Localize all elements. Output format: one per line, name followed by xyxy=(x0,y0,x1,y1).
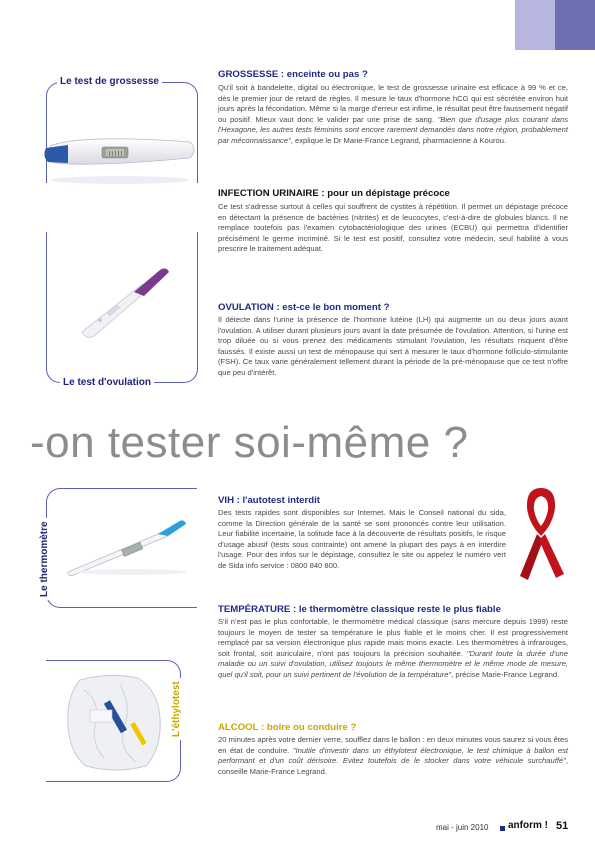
title-temperature: TEMPÉRATURE : le thermomètre classique reste le plus fiable xyxy=(218,604,501,615)
ovulation-test-image xyxy=(76,262,176,342)
card-label-ovulation: Le test d'ovulation xyxy=(60,377,154,388)
svg-text:|||||: ||||| xyxy=(108,151,124,157)
thermometer-image xyxy=(62,512,192,576)
title-vih: VIH : l'autotest interdit xyxy=(218,495,320,506)
text-grossesse: Qu'il soit à bandelette, digital ou électronique, le test de grossesse urinaire est efficace à 99 % et ce, dès le premier jour de retard de règles. Il mesure le taux d'hormone hCG qui est sécrétée environ huit jours après la fécondation. Même si la marge d'erreur est infime, le résultat peut être faussement négatif ou positif. Mieux vaut donc le valider par une prise de sang. "Bien que d'usage plus courant dans l'Hexagone, les autres tests féminins sont encore rarement demandés dans notre région, probablement par méconnaissance", explique le Dr Marie-France Legrand, pharmacienne à Kourou. xyxy=(218,83,568,145)
text-temperature: S'il n'est pas le plus confortable, le thermomètre médical classique (sans mercure depuis 1999) reste toujours le moyen de tester sa température le plus fiable et le moins cher. Il est progressivement remplacé par sa version électronique plus rapide mais moins exacte. Les thermomètres à infrarouges, soit frontal, soit auriculaire, n'ont pas toujours la précision souhaitée. "Durant toute la durée d'une maladie ou un suivi d'ovulation, utilisez toujours le même thermomètre et le même mode de mesure, quel qu'il soit, pour un suivi pertinent de l'évolution de la température", précise Marie-France Legrand. xyxy=(218,617,568,679)
title-grossesse: GROSSESSE : enceinte ou pas ? xyxy=(218,69,368,80)
title-ovulation: OVULATION : est-ce le bon moment ? xyxy=(218,302,390,313)
text-ovulation: Il détecte dans l'urine la présence de l'hormone lutéine (LH) qui augmente un ou deux jours avant l'ovulation. A utiliser durant plusieurs jours avant la date présumée de l'ovulation. Attention, si l'urine est trop diluée ou si vous prenez des médicaments stimulant l'ovulation, les résultats risquent d'être faussés. Il existe aussi un test de ménopause qui sert à mesurer le taux d'hormone folliculo-stimulante (FSH). Ce taux varie généralement tellement durant la période de la pré-ménopause que ce test n'offre que peu d'intérêt. xyxy=(218,315,568,377)
pregnancy-test-image xyxy=(40,128,200,190)
footer-brand: anform ! xyxy=(508,820,548,831)
breathalyzer-bag-image xyxy=(60,670,172,774)
headline: -on tester soi-même ? xyxy=(30,418,469,467)
card-label-grossesse: Le test de grossesse xyxy=(57,76,162,87)
text-alcool: 20 minutes après votre dernier verre, soufflez dans le ballon : en deux minutes vous saurez si vous êtes en état de conduire. "Inutile d'investir dans un éthylotest électronique, le test chimique à ballon est performant et d'un coût dérisoire. Evitez toutefois de le stocker dans votre véhicule surchauffé", conseille Marie-France Legrand. xyxy=(218,735,569,776)
card-label-thermometre: Le thermomètre xyxy=(39,518,50,600)
card-label-ethylotest: L'éthylotest xyxy=(171,678,182,740)
corner-block-dark xyxy=(555,0,595,50)
title-infection: INFECTION URINAIRE : pour un dépistage précoce xyxy=(218,188,450,199)
footer-bullet xyxy=(500,826,505,831)
corner-block-light xyxy=(515,0,555,50)
text-vih: Des tests rapides sont disponibles sur Internet. Mais le Conseil national du sida, comme la Direction générale de la santé se sont prononcés contre leur utilisation. Leur fiabilité incertaine, la solitude face à la découverte de résultats positifs, le risque d'usage abusif (tests sous contrainte) ont amené la plupart des pays à en interdire l'usage. Pour des infos sur le dépistage, consultez le site ou appelez le numéro vert de Sida info service : 0800 840 800. xyxy=(218,508,506,570)
title-alcool: ALCOOL : boire ou conduire ? xyxy=(218,722,357,733)
page-number: 51 xyxy=(556,820,569,832)
footer-date: mai - juin 2010 xyxy=(436,823,489,832)
aids-ribbon-image xyxy=(512,480,570,584)
text-infection: Ce test s'adresse surtout à celles qui souffrent de cystites à répétition. Il permet un dépistage précoce en détectant la présence de bactéries (nitrites) et de leucocytes, c'est-à-dire de globules blancs. Il ne remplace toutefois pas l'examen cytobactériologique des urines (ECBU) qui permettra d'identifier précisément le germe incriminé. Si le test est positif, consultez votre médecin, seul habilité à vous prescrire le traitement adéquat. xyxy=(218,202,568,254)
